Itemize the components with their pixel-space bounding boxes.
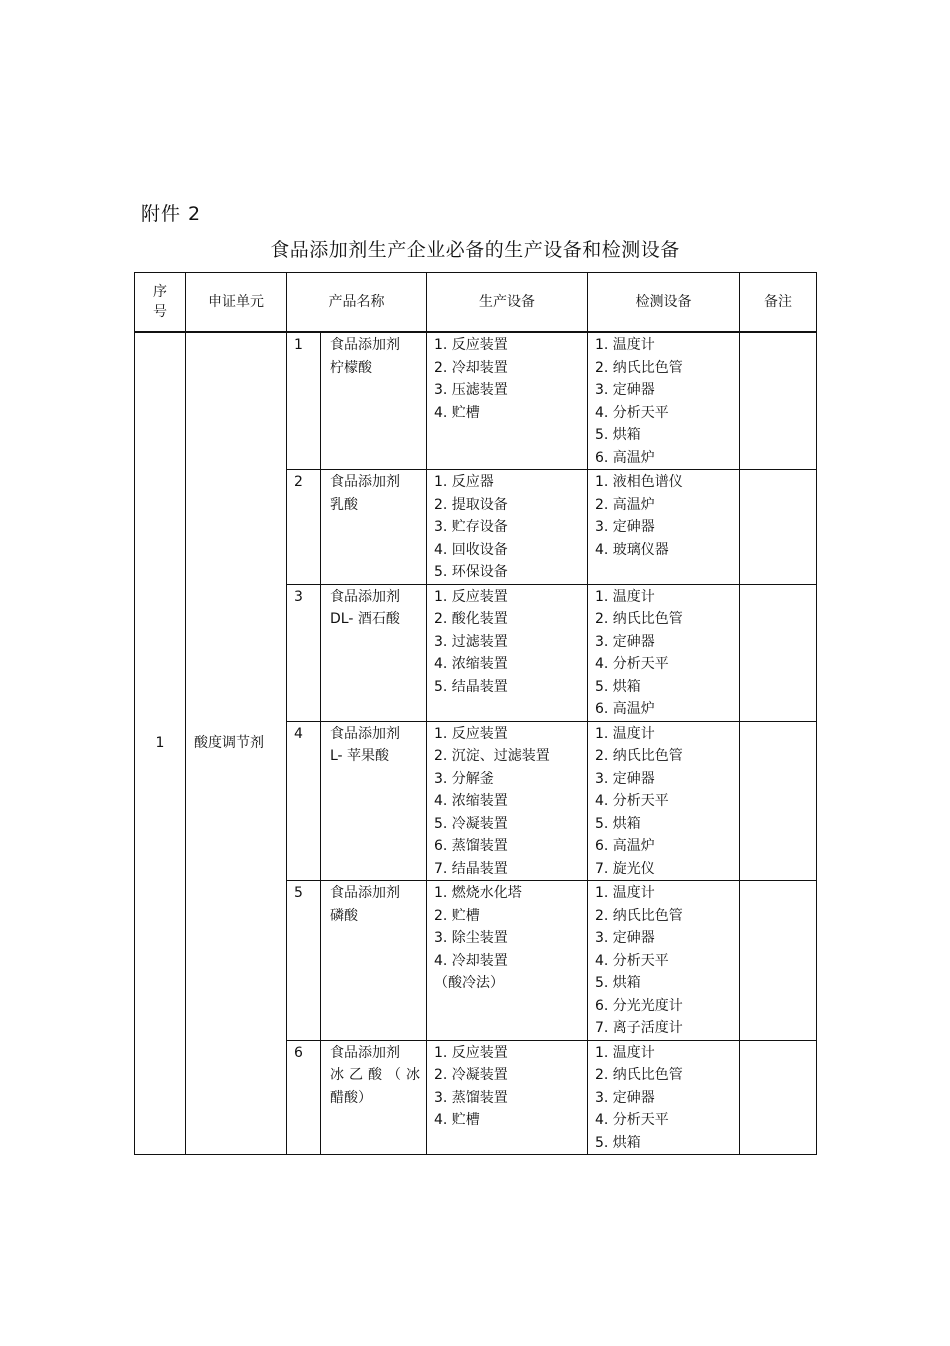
- header-unit: 申证单元: [186, 273, 287, 333]
- testing-equipment-line: 3. 定砷器: [595, 930, 655, 946]
- testing-equipment-line: 4. 分析天平: [595, 404, 669, 421]
- production-equipment-line: 6. 蒸馏装置: [434, 838, 508, 854]
- notes-cell: [740, 332, 817, 470]
- product-name-line: 食品添加剂: [330, 474, 400, 490]
- production-equipment-line: 2. 沉淀、过滤装置: [434, 748, 550, 764]
- production-equipment: [427, 584, 588, 721]
- header-testing: 检测设备: [588, 273, 740, 333]
- testing-equipment-line: 5. 烘箱: [595, 678, 641, 695]
- production-equipment-line: 5. 冷凝装置: [434, 815, 508, 832]
- testing-equipment: [588, 881, 740, 1041]
- production-equipment: [427, 1040, 588, 1155]
- product-name: [321, 1040, 427, 1155]
- testing-equipment: [588, 1040, 740, 1155]
- product-name-line: 乳酸: [330, 496, 358, 513]
- testing-equipment-line: 5. 烘箱: [595, 975, 641, 991]
- production-equipment-line: 2. 贮槽: [434, 907, 480, 924]
- testing-equipment-line: 5. 烘箱: [595, 427, 641, 443]
- testing-equipment-line: 1. 温度计: [595, 725, 655, 742]
- product-name: [321, 332, 427, 470]
- testing-equipment-line: 7. 旋光仪: [595, 860, 655, 877]
- testing-equipment-line: 2. 纳氏比色管: [595, 907, 683, 924]
- production-equipment-line: 4. 浓缩装置: [434, 793, 508, 809]
- product-name-line: 冰乙酸（冰: [330, 1067, 420, 1083]
- product-name-line: 磷酸: [330, 907, 358, 924]
- testing-equipment-line: 5. 烘箱: [595, 815, 641, 832]
- testing-equipment-line: 3. 定砷器: [595, 633, 655, 650]
- production-equipment: [427, 470, 588, 585]
- header-row: [135, 273, 817, 333]
- production-equipment: [427, 881, 588, 1041]
- testing-equipment-line: 2. 高温炉: [595, 496, 655, 513]
- production-equipment-line: 2. 冷凝装置: [434, 1067, 508, 1083]
- table-row: [135, 332, 817, 470]
- testing-equipment-line: 1. 温度计: [595, 885, 655, 901]
- document-title: 食品添加剂生产企业必备的生产设备和检测设备: [270, 239, 680, 261]
- production-equipment-line: 1. 反应器: [434, 474, 494, 490]
- testing-equipment-line: 2. 纳氏比色管: [595, 748, 683, 764]
- production-equipment-line: 1. 燃烧水化塔: [434, 885, 522, 901]
- testing-equipment-line: 3. 定砷器: [595, 1089, 655, 1106]
- testing-equipment-line: 6. 高温炉: [595, 838, 655, 854]
- notes-cell: [740, 470, 817, 585]
- production-equipment-line: 1. 反应装置: [434, 1044, 508, 1061]
- production-equipment-line: （酸冷法）: [434, 975, 504, 991]
- testing-equipment-line: 4. 玻璃仪器: [595, 541, 669, 558]
- product-name-line: 醋酸）: [330, 1089, 372, 1106]
- header-seq-char: 序: [153, 284, 167, 300]
- testing-equipment: [588, 721, 740, 881]
- testing-equipment-line: 7. 离子活度计: [595, 1020, 683, 1036]
- production-equipment-line: 4. 冷却装置: [434, 952, 508, 969]
- row-number: 1: [287, 332, 321, 470]
- testing-equipment-line: 1. 温度计: [595, 1044, 655, 1061]
- production-equipment-line: 2. 酸化装置: [434, 611, 508, 627]
- testing-equipment-line: 2. 纳氏比色管: [595, 1067, 683, 1083]
- production-equipment-line: 5. 环保设备: [434, 564, 508, 580]
- group-unit: 酸度调节剂: [186, 332, 287, 1155]
- row-number: 4: [287, 721, 321, 881]
- testing-equipment: [588, 584, 740, 721]
- product-name-line: 食品添加剂: [330, 337, 400, 353]
- production-equipment-line: 7. 结晶装置: [434, 860, 508, 877]
- production-equipment-line: 1. 反应装置: [434, 588, 508, 605]
- product-name: [321, 470, 427, 585]
- product-name-line: 柠檬酸: [330, 359, 372, 376]
- notes-cell: [740, 584, 817, 721]
- testing-equipment-line: 1. 液相色谱仪: [595, 474, 683, 490]
- header-seq: [135, 273, 186, 333]
- header-seq-char: 号: [153, 304, 167, 320]
- testing-equipment-line: 1. 温度计: [595, 588, 655, 605]
- product-name-line: DL- 酒石酸: [330, 611, 400, 627]
- row-number: 5: [287, 881, 321, 1041]
- testing-equipment-line: 4. 分析天平: [595, 656, 669, 672]
- production-equipment-line: 3. 分解釜: [434, 770, 494, 787]
- testing-equipment-line: 4. 分析天平: [595, 1112, 669, 1128]
- notes-cell: [740, 1040, 817, 1155]
- production-equipment-line: 4. 贮槽: [434, 404, 480, 421]
- production-equipment-line: 4. 回收设备: [434, 541, 508, 558]
- testing-equipment-line: 3. 定砷器: [595, 519, 655, 535]
- notes-cell: [740, 721, 817, 881]
- production-equipment-line: 1. 反应装置: [434, 725, 508, 742]
- testing-equipment: [588, 470, 740, 585]
- product-name: [321, 721, 427, 881]
- product-name-line: 食品添加剂: [330, 1044, 400, 1061]
- product-name-line: 食品添加剂: [330, 725, 400, 742]
- equipment-table: [134, 272, 817, 1155]
- notes-cell: [740, 881, 817, 1041]
- production-equipment-line: 2. 提取设备: [434, 496, 508, 513]
- group-seq: 1: [135, 332, 186, 1155]
- production-equipment-line: 4. 贮槽: [434, 1112, 480, 1128]
- testing-equipment-line: 4. 分析天平: [595, 952, 669, 969]
- row-number: 6: [287, 1040, 321, 1155]
- production-equipment-line: 3. 蒸馏装置: [434, 1089, 508, 1106]
- product-name: [321, 584, 427, 721]
- production-equipment-line: 3. 除尘装置: [434, 930, 508, 946]
- production-equipment: [427, 721, 588, 881]
- testing-equipment-line: 6. 高温炉: [595, 701, 655, 717]
- row-number: 3: [287, 584, 321, 721]
- production-equipment-line: 5. 结晶装置: [434, 678, 508, 695]
- testing-equipment-line: 3. 定砷器: [595, 770, 655, 787]
- production-equipment-line: 3. 过滤装置: [434, 633, 508, 650]
- testing-equipment-line: 6. 分光光度计: [595, 997, 683, 1014]
- testing-equipment-line: 4. 分析天平: [595, 793, 669, 809]
- testing-equipment-line: 3. 定砷器: [595, 382, 655, 398]
- production-equipment-line: 3. 贮存设备: [434, 519, 508, 535]
- production-equipment-line: 2. 冷却装置: [434, 359, 508, 376]
- product-name-line: 食品添加剂: [330, 588, 400, 605]
- testing-equipment: [588, 332, 740, 470]
- testing-equipment-line: 1. 温度计: [595, 337, 655, 353]
- production-equipment-line: 3. 压滤装置: [434, 382, 508, 398]
- production-equipment-line: 1. 反应装置: [434, 337, 508, 353]
- testing-equipment-line: 5. 烘箱: [595, 1134, 641, 1151]
- testing-equipment-line: 6. 高温炉: [595, 449, 655, 466]
- header-production: 生产设备: [427, 273, 588, 333]
- product-name-line: 食品添加剂: [330, 885, 400, 901]
- header-notes: 备注: [740, 273, 817, 333]
- production-equipment-line: 4. 浓缩装置: [434, 656, 508, 672]
- product-name-line: L- 苹果酸: [330, 748, 390, 764]
- header-product: 产品名称: [287, 273, 427, 333]
- testing-equipment-line: 2. 纳氏比色管: [595, 611, 683, 627]
- attachment-label: 附件 2: [141, 203, 202, 225]
- product-name: [321, 881, 427, 1041]
- production-equipment: [427, 332, 588, 470]
- testing-equipment-line: 2. 纳氏比色管: [595, 359, 683, 376]
- row-number: 2: [287, 470, 321, 585]
